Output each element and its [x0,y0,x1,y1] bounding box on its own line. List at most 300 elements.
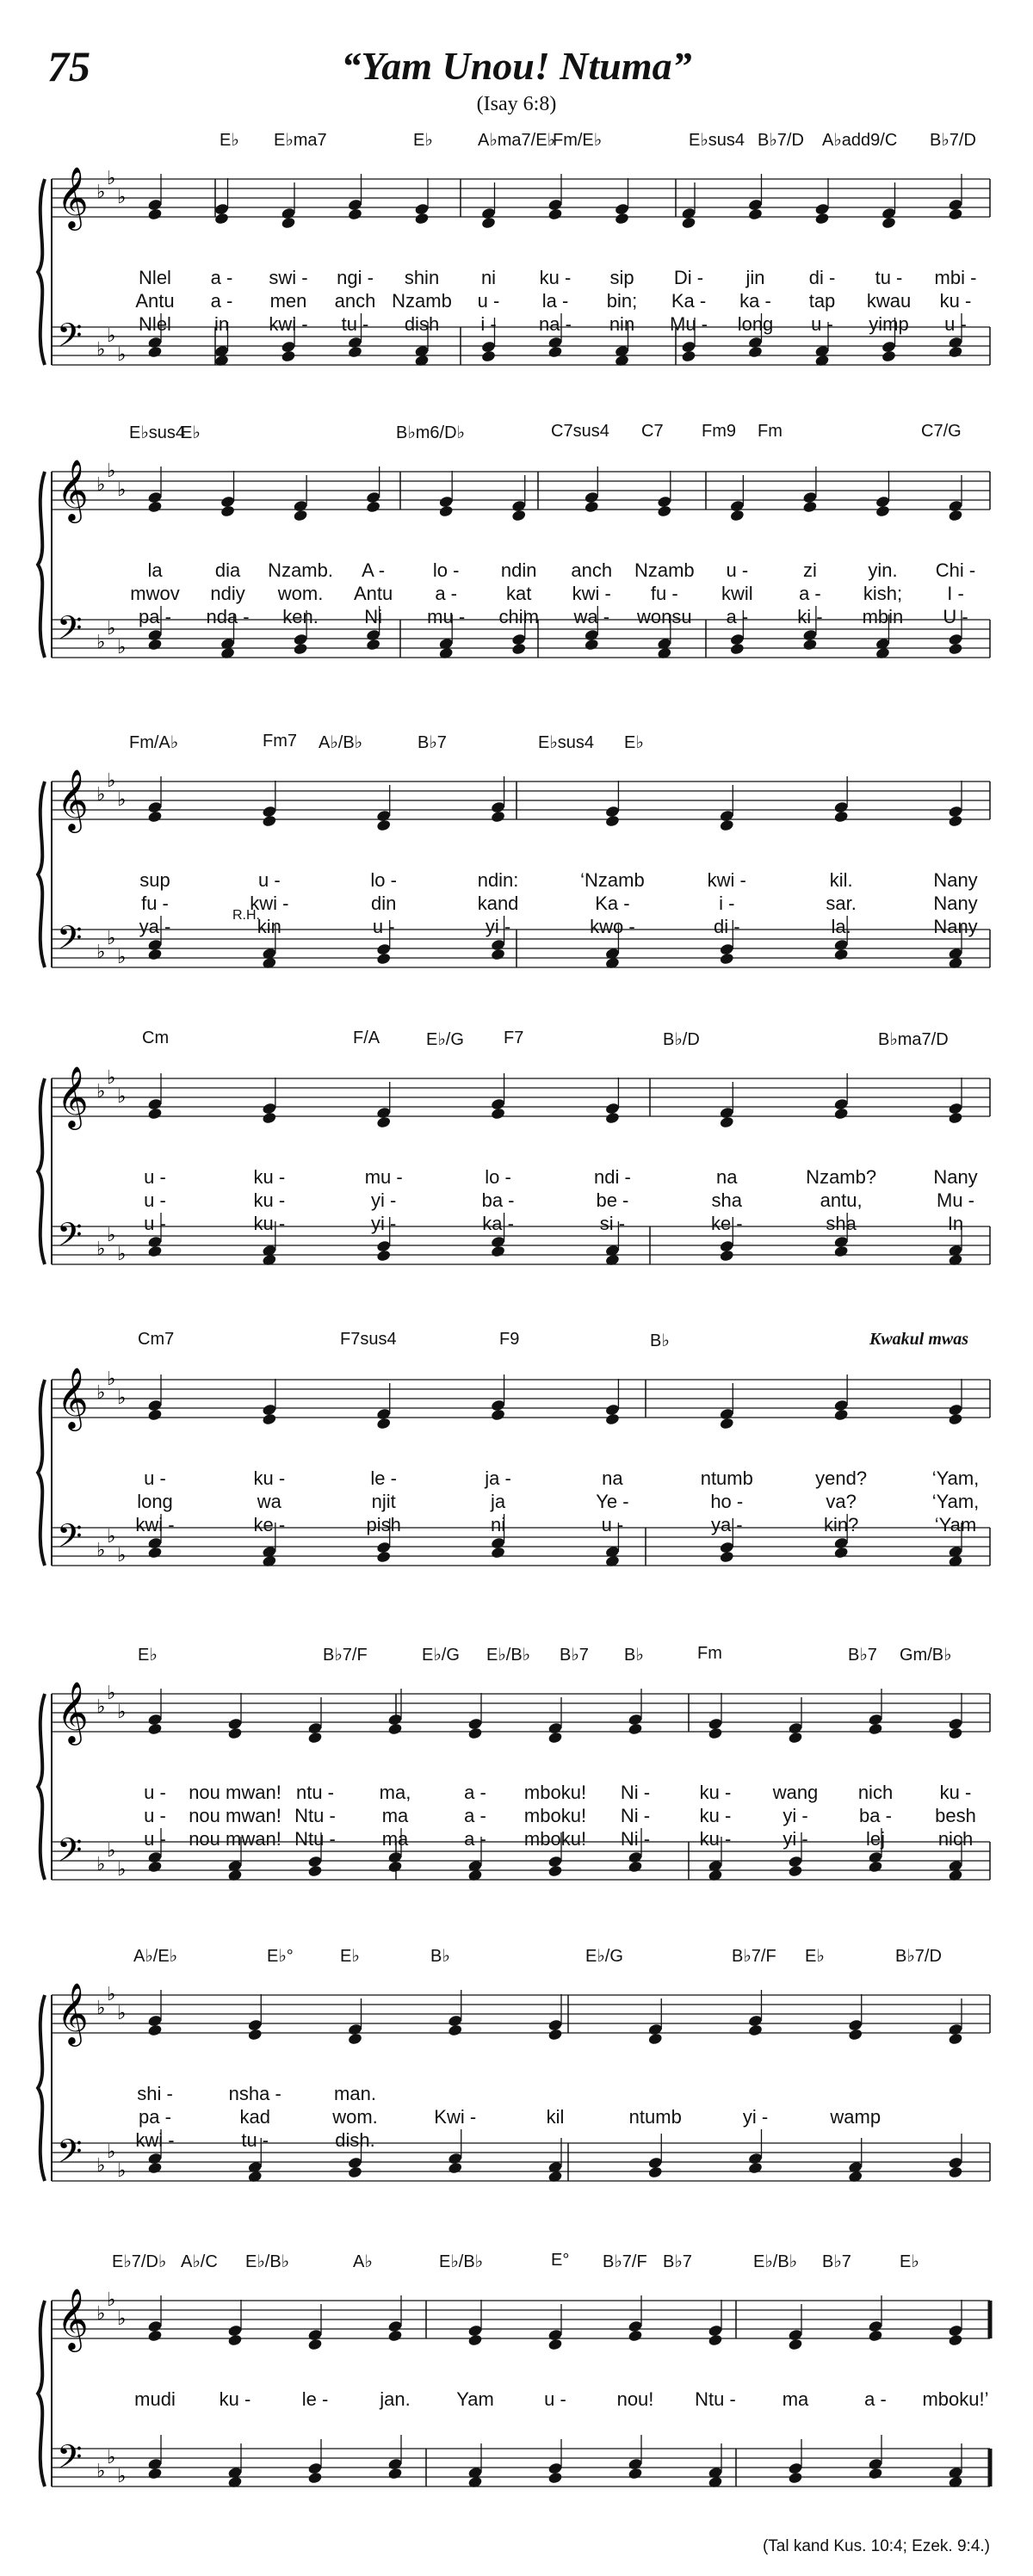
lyric-syllable: a - [435,583,458,604]
lyric-syllable: i - [719,893,735,914]
chord-symbol: E♭/G [422,1646,460,1665]
flat-icon: ♭ [117,2308,127,2330]
flat-icon: ♭ [107,1984,116,2005]
flat-icon: ♭ [117,344,127,366]
note-head [547,1864,563,1877]
lyric-syllable: ku - [253,1467,286,1489]
note-head [948,2032,963,2045]
note-head [227,2333,243,2346]
lyric-syllable: zi [802,559,817,581]
lyric-syllable: i - [480,313,497,335]
lyric-syllable: lej [865,1828,886,1850]
chord-symbol: A♭/B♭ [319,733,363,752]
lyric-syllable: lo - [432,559,460,581]
lyric-syllable: ‘Yam, [931,1491,980,1512]
flat-icon: ♭ [96,1239,106,1260]
flat-icon: ♭ [96,942,106,963]
lyric-syllable: wa - [573,606,610,627]
chord-symbol: Fm/E♭ [553,131,603,150]
lyric-syllable: u - [144,1213,166,1234]
lyric-verse-1 [0,2388,1033,2414]
flat-icon: ♭ [96,1998,106,2019]
flat-icon: ♭ [107,618,116,639]
lyric-syllable: pa - [139,2106,171,2128]
note-head [628,2467,643,2480]
lyric-syllable: antu, [820,1189,863,1211]
lyric-syllable: kwi - [135,2129,175,2151]
note-head [628,1722,643,1735]
flat-icon: ♭ [107,1225,116,1246]
lyric-syllable: tap [808,290,836,312]
note-head [748,2161,764,2174]
lyric-syllable: ka - [739,290,771,312]
chord-symbol: A♭/E♭ [133,1947,178,1966]
chord-symbol: B♭7 [418,733,447,752]
lyric-verse-2 [0,1491,1033,1517]
note-head [307,2338,323,2351]
note-head [438,504,454,517]
hymn-title: “Yam Unou! Ntuma” [341,44,692,88]
flat-icon: ♭ [107,1067,116,1089]
footnote: (Tal kand Kus. 10:4; Ezek. 9:4.) [762,2537,990,2555]
note-head [376,952,392,965]
note-head [387,2329,403,2342]
lyric-syllable: kwi - [707,869,746,891]
lyric-syllable: ni [491,1514,506,1535]
note-head [147,1546,163,1559]
note-head [708,1727,723,1739]
note-head [147,207,163,220]
bass-clef-icon: 𝄢 [57,608,83,655]
flat-icon: ♭ [96,1382,106,1404]
note-head [376,1115,392,1128]
lyric-syllable: wamp [830,2106,881,2128]
note-head [833,1546,849,1559]
note-head [491,1408,506,1421]
lyric-syllable: jan. [380,2388,411,2410]
scripture-reference: (Isay 6:8) [476,93,557,115]
lyric-syllable: tu - [875,267,903,288]
lyric-syllable: ma, [379,1782,411,1803]
bass-clef-icon: 𝄢 [57,2132,83,2178]
flat-icon: ♭ [107,1526,116,1547]
chord-symbol: B♭7/F [323,1646,368,1665]
flat-icon: ♭ [117,2160,127,2182]
treble-clef-icon: 𝄞 [57,165,89,228]
lyric-verse-2 [0,290,1033,316]
lyric-syllable: kin? [823,1514,859,1535]
lyric-syllable: yend? [815,1467,868,1489]
flat-icon: ♭ [107,325,116,347]
chord-symbol: E♭sus4 [689,131,745,150]
lyric-verse-3 [0,916,1033,942]
flat-icon: ♭ [107,1368,116,1390]
lyric-syllable: Ka - [671,290,707,312]
lyric-syllable: dish [404,313,440,335]
lyric-syllable: ‘Nzamb [580,869,645,891]
lyric-syllable: Ni - [620,1805,651,1826]
lyric-syllable: in [213,313,230,335]
note-head [281,216,296,229]
note-head [147,1860,163,1873]
lyric-syllable: dish. [335,2129,375,2151]
lyric-syllable: shin [404,267,440,288]
lyric-syllable: yi - [371,1213,397,1234]
chord-symbol: E♭ma7 [274,131,327,150]
lyric-syllable: nich [857,1782,894,1803]
chord-symbol: Fm [697,1644,722,1663]
chord-symbol: B♭7 [822,2252,851,2271]
lyric-syllable: ku - [939,1782,972,1803]
lyric-syllable: Ntu - [294,1828,336,1850]
chord-symbol: B♭7/F [603,2252,647,2271]
note-head [147,2161,163,2174]
note-head [748,345,764,358]
note-head [491,1546,506,1559]
chord-symbol: E♭ [340,1947,360,1966]
treble-clef-icon: 𝄞 [57,458,89,521]
lyric-syllable: la - [541,290,569,312]
chord-symbol: B♭7 [663,2252,692,2271]
lyric-syllable: Nlel [139,267,171,288]
lyric-syllable: u - [726,559,749,581]
lyric-syllable: na [716,1166,738,1188]
lyric-syllable: Nany [933,1166,978,1188]
note-head [414,212,430,225]
lyric-syllable: mboku!’ [922,2388,989,2410]
note-head [948,2333,963,2346]
lyric-syllable: Antu [135,290,175,312]
lyric-verse-1 [0,1782,1033,1807]
lyric-syllable: ken. [282,606,319,627]
chord-symbol: E♭sus4 [129,423,186,442]
note-head [868,2329,883,2342]
chord-symbol: F7 [504,1029,524,1047]
lyric-syllable: lo - [370,869,397,891]
note-head [547,2028,563,2041]
note-head [719,952,734,965]
lyric-syllable: Ni - [620,1828,651,1850]
note-head [833,948,849,961]
note-head [262,1412,277,1425]
note-head [802,500,818,513]
lyric-syllable: wonsu [637,606,692,627]
flat-icon: ♭ [107,168,116,189]
flat-icon: ♭ [117,947,127,968]
lyric-verse-1 [0,869,1033,895]
lyric-syllable: mudi [134,2388,176,2410]
lyric-syllable: A - [362,559,386,581]
note-head [729,642,745,655]
chord-symbol: E♭° [267,1947,294,1966]
note-head [262,814,277,827]
lyric-syllable: Ka - [595,893,630,914]
lyric-syllable: nou mwan! [189,1805,281,1826]
flat-icon: ♭ [96,1696,106,1718]
note-head [719,1249,734,1262]
note-head [147,1107,163,1120]
lyric-syllable: ho - [710,1491,744,1512]
flat-icon: ♭ [96,1854,106,1875]
hymn-number: 75 [47,42,90,90]
lyric-syllable: man. [334,2083,376,2104]
chord-symbol: F9 [499,1330,520,1349]
lyric-syllable: ku - [253,1213,286,1234]
note-head [868,2467,883,2480]
bass-clef-icon: 𝄢 [57,1215,83,1262]
lyric-syllable: ndin: [477,869,519,891]
lyric-syllable: u - [144,1189,166,1211]
chord-symbol: Fm9 [702,422,736,441]
chord-symbol: E♭/B♭ [439,2252,484,2271]
flat-icon: ♭ [117,1086,127,1108]
treble-clef-icon: 𝄞 [57,2287,89,2350]
lyric-syllable: ndi - [594,1166,631,1188]
note-head [147,2467,163,2480]
lyric-syllable: Ni [364,606,383,627]
lyric-syllable: a - [864,2388,887,2410]
note-head [387,2467,403,2480]
lyric-syllable: u - [601,1514,624,1535]
chord-symbol: Fm [758,422,782,441]
lyric-syllable: na - [539,313,572,335]
treble-clef-icon: 𝄞 [57,1065,89,1127]
chord-symbol: B♭m6/D♭ [396,423,465,442]
note-head [147,810,163,823]
lyric-syllable: kil. [829,869,853,891]
lyric-syllable: ja - [485,1467,511,1489]
lyric-syllable: a - [799,583,821,604]
lyric-syllable: la. [831,916,851,937]
lyric-syllable: kwo - [590,916,635,937]
lyric-syllable: sip [609,267,634,288]
flat-icon: ♭ [117,1859,127,1881]
lyric-verse-3 [0,606,1033,632]
note-head [948,814,963,827]
lyric-syllable: kwau [866,290,912,312]
lyric-syllable: Ntu - [294,1805,336,1826]
chord-symbols [0,732,1033,759]
flat-icon: ♭ [96,182,106,203]
chord-symbol: B♭7/D [758,131,804,150]
lyric-verse-2 [0,583,1033,608]
note-head [647,2165,663,2178]
note-head [547,1731,563,1744]
lyric-syllable: Di - [673,267,704,288]
lyric-syllable: kwi - [269,313,308,335]
lyric-syllable: nich [937,1828,974,1850]
lyric-syllable: ku - [253,1189,286,1211]
lyric-syllable: tu - [241,2129,269,2151]
bass-clef-icon: 𝄢 [57,918,83,965]
note-head [262,1111,277,1124]
lyric-syllable: ba - [859,1805,892,1826]
bass-clef-icon: 𝄢 [57,316,83,362]
note-head [247,2028,263,2041]
note-head [628,1860,643,1873]
note-head [948,1412,963,1425]
chord-symbol: E♭ [805,1947,825,1966]
lyric-syllable: u - [258,869,281,891]
lyric-syllable: u - [372,916,395,937]
chord-symbol: B♭ [650,1331,670,1350]
note-head [227,1727,243,1739]
note-head [948,509,963,522]
lyric-syllable: sar. [826,893,857,914]
lyric-syllable: sha [826,1213,857,1234]
flat-icon: ♭ [107,2289,116,2311]
chord-symbol: Cm [142,1029,170,1047]
lyric-syllable: u - [944,313,967,335]
chord-symbol: E° [551,2251,570,2270]
lyric-syllable: mu - [364,1166,403,1188]
lyric-syllable: na [602,1467,623,1489]
chord-symbol: B♭ [430,1947,450,1966]
note-head [868,1860,883,1873]
lyric-syllable: dia [214,559,241,581]
lyric-verse-1 [0,559,1033,585]
lyric-verse-2 [0,893,1033,918]
lyric-syllable: kwi - [572,583,611,604]
note-head [376,819,392,831]
lyric-syllable: U - [943,606,968,627]
note-head [604,814,620,827]
lyric-syllable: yi - [782,1805,808,1826]
lyric-syllable: bin; [606,290,638,312]
lyric-syllable: yi - [485,916,511,937]
chord-symbol: C7/G [921,422,962,441]
flat-icon: ♭ [107,2141,116,2163]
note-head [481,216,497,229]
note-head [348,345,363,358]
lyric-syllable: kwil [721,583,753,604]
lyric-syllable: ndiy [210,583,245,604]
lyric-syllable: va? [826,1491,857,1512]
flat-icon: ♭ [96,2155,106,2177]
chord-symbol: F7sus4 [340,1330,397,1349]
note-head [481,349,497,362]
note-head [491,948,506,961]
lyric-syllable: mbin [862,606,904,627]
chord-symbols [0,129,1033,157]
lyric-syllable: jin [745,267,765,288]
lyric-syllable: ya - [139,916,171,937]
lyric-syllable: men [269,290,307,312]
chord-symbol: B♭/D [663,1030,700,1049]
lyric-syllable: la [147,559,163,581]
note-head [448,2161,463,2174]
lyric-syllable: u - [144,1467,166,1489]
chord-symbol: C7 [641,422,664,441]
lyric-syllable: nsha - [228,2083,281,2104]
lyric-syllable: ke - [253,1514,286,1535]
note-head [604,1412,620,1425]
lyric-syllable: In [947,1213,964,1234]
note-head [366,638,381,651]
note-head [387,1860,403,1873]
chord-symbol: A♭ma7/E♭ [478,131,556,150]
chord-symbol: E♭ [624,733,644,752]
note-head [948,642,963,655]
note-head [467,2333,483,2346]
lyric-syllable: a - [464,1782,486,1803]
note-head [729,509,745,522]
lyric-syllable: pish [366,1514,401,1535]
note-head [708,2333,723,2346]
lyric-syllable: ku - [939,290,972,312]
flat-icon: ♭ [117,479,127,501]
lyric-syllable: a - [464,1828,486,1850]
note-head [511,509,527,522]
lyric-syllable: nda - [206,606,250,627]
note-head [147,638,163,651]
flat-icon: ♭ [96,632,106,653]
chord-symbol: E♭sus4 [538,733,595,752]
lyric-syllable: mwov [130,583,180,604]
lyric-syllable: ntumb [700,1467,753,1489]
lyric-syllable: u - [477,290,500,312]
lyric-syllable: kat [506,583,532,604]
lyric-syllable: kin [257,916,281,937]
lyric-syllable: kwi - [250,893,289,914]
note-head [719,1417,734,1430]
note-head [788,1864,803,1877]
lyric-syllable: Nany [933,893,978,914]
note-head [307,2471,323,2484]
lyric-syllable: besh [935,1805,976,1826]
note-head [214,212,230,225]
note-head [881,349,897,362]
chord-symbol: B♭7/F [732,1947,776,1966]
note-head [147,500,163,513]
note-head [681,216,696,229]
lyric-syllable: ke - [710,1213,743,1234]
lyric-syllable: nou! [616,2388,654,2410]
note-head [719,819,734,831]
flat-icon: ♭ [96,2303,106,2325]
lyric-syllable: le - [370,1467,397,1489]
lyric-syllable: ngi - [337,267,374,288]
chord-symbol: B♭7 [560,1646,589,1665]
lyric-syllable: u - [144,1805,166,1826]
lyric-syllable: anch [334,290,376,312]
lyric-syllable: si - [599,1213,626,1234]
note-head [307,1864,323,1877]
note-head [584,500,599,513]
note-head [491,1245,506,1257]
note-head [788,2471,803,2484]
lyric-syllable: yi - [782,1828,808,1850]
lyric-syllable: ki - [797,606,823,627]
note-head [868,1722,883,1735]
lyric-syllable: yi - [371,1189,397,1211]
note-head [833,1107,849,1120]
chord-symbol: C7sus4 [551,422,609,441]
lyric-syllable: wom. [332,2106,378,2128]
lyric-syllable: ku - [219,2388,251,2410]
chord-symbol: E♭7/D♭ [112,2252,167,2271]
lyric-verse-1 [0,267,1033,293]
note-head [376,1249,392,1262]
flat-icon: ♭ [96,339,106,361]
chord-symbol: E♭ [181,423,201,442]
note-head [748,207,764,220]
lyric-syllable: long [737,313,774,335]
lyric-syllable: ni [480,267,497,288]
lyric-syllable: kish; [863,583,903,604]
note-head [281,349,296,362]
note-head [147,948,163,961]
